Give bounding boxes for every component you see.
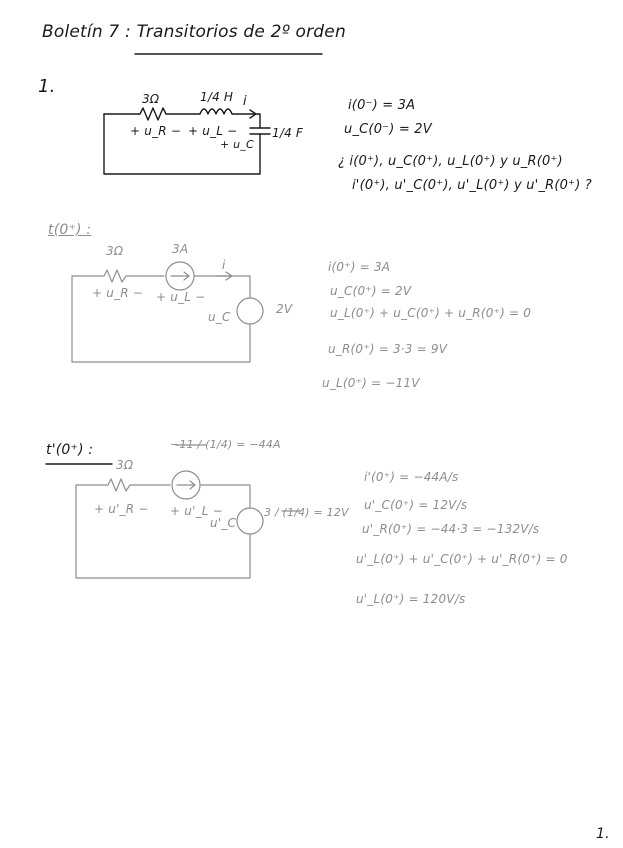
resistor-symbol [104,108,200,120]
t0-equation-3: u_L(0⁺) + u_C(0⁺) + u_R(0⁺) = 0 [330,306,532,320]
voltage-source-symbol [237,298,263,324]
t0-equation-1: i(0⁺) = 3A [328,260,391,274]
problem-number: 1. [38,76,56,97]
question-line-1: ¿ i(0⁺), u_C(0⁺), u_L(0⁺) y u_R(0⁺) [338,154,563,169]
resistor-symbol-3 [76,479,170,491]
voltage-source-label-2: 2V [276,302,293,316]
t0p-equation-2: u'_C(0⁺) = 12V/s [364,498,468,512]
resistor-label-2: 3Ω [106,244,124,258]
capacitor-symbol [250,128,270,134]
resistor-voltage-label: + u_R − [130,124,182,138]
source-label-2: 3A [172,242,189,256]
voltage-source-symbol-2 [237,508,263,534]
question-line-2: i'(0⁺), u'_C(0⁺), u'_L(0⁺) y u'_R(0⁺) ? [352,178,592,193]
t0-equation-2: u_C(0⁺) = 2V [330,284,412,298]
resistor-voltage-label-3: + u'_R − [94,502,149,516]
page-number: 1. [596,826,610,842]
inductor-voltage-label: + u_L − [188,124,238,138]
capacitor-voltage-label: + u_C [220,138,254,151]
resistor-label: 3Ω [142,92,160,106]
resistor-label-3: 3Ω [116,458,134,472]
inductor-symbol [200,109,232,114]
t0-equation-5: u_L(0⁺) = −11V [322,376,420,390]
circuit-2 [72,262,263,362]
capacitor-voltage-label-2: u_C [208,310,231,324]
current-label: i [243,94,247,109]
inductor-label: 1/4 H [200,90,234,104]
page-title: Boletín 7 : Transitorios de 2º orden [42,22,346,42]
inductor-voltage-label-2: + u_L − [156,290,206,304]
voltage-source-label-3: 3 / (1/4) = 12V [264,506,349,519]
t0p-equation-3: u'_R(0⁺) = −44·3 = −132V/s [362,522,540,536]
source-label-3: −11 / (1/4) = −44A [170,438,281,451]
t0p-equation-5: u'_L(0⁺) = 120V/s [356,592,466,606]
resistor-voltage-label-2: + u_R − [92,286,144,300]
section-heading-t0-prime: t'(0⁺) : [46,442,94,458]
section-heading-t0: t(0⁺) : [48,222,92,238]
capacitor-label: 1/4 F [272,126,304,140]
t0p-equation-4: u'_L(0⁺) + u'_C(0⁺) + u'_R(0⁺) = 0 [356,552,568,566]
inductor-voltage-label-3: + u'_L − [170,504,223,518]
t0-equation-4: u_R(0⁺) = 3·3 = 9V [328,342,448,356]
t0p-equation-1: i'(0⁺) = −44A/s [364,470,459,484]
given-line-1: i(0⁻) = 3A [348,98,416,113]
current-label-2: i [222,258,226,272]
given-line-2: u_C(0⁻) = 2V [344,122,432,137]
current-arrow [232,110,256,118]
resistor-symbol-2 [72,270,164,282]
capacitor-voltage-label-3: u'_C [210,516,237,530]
